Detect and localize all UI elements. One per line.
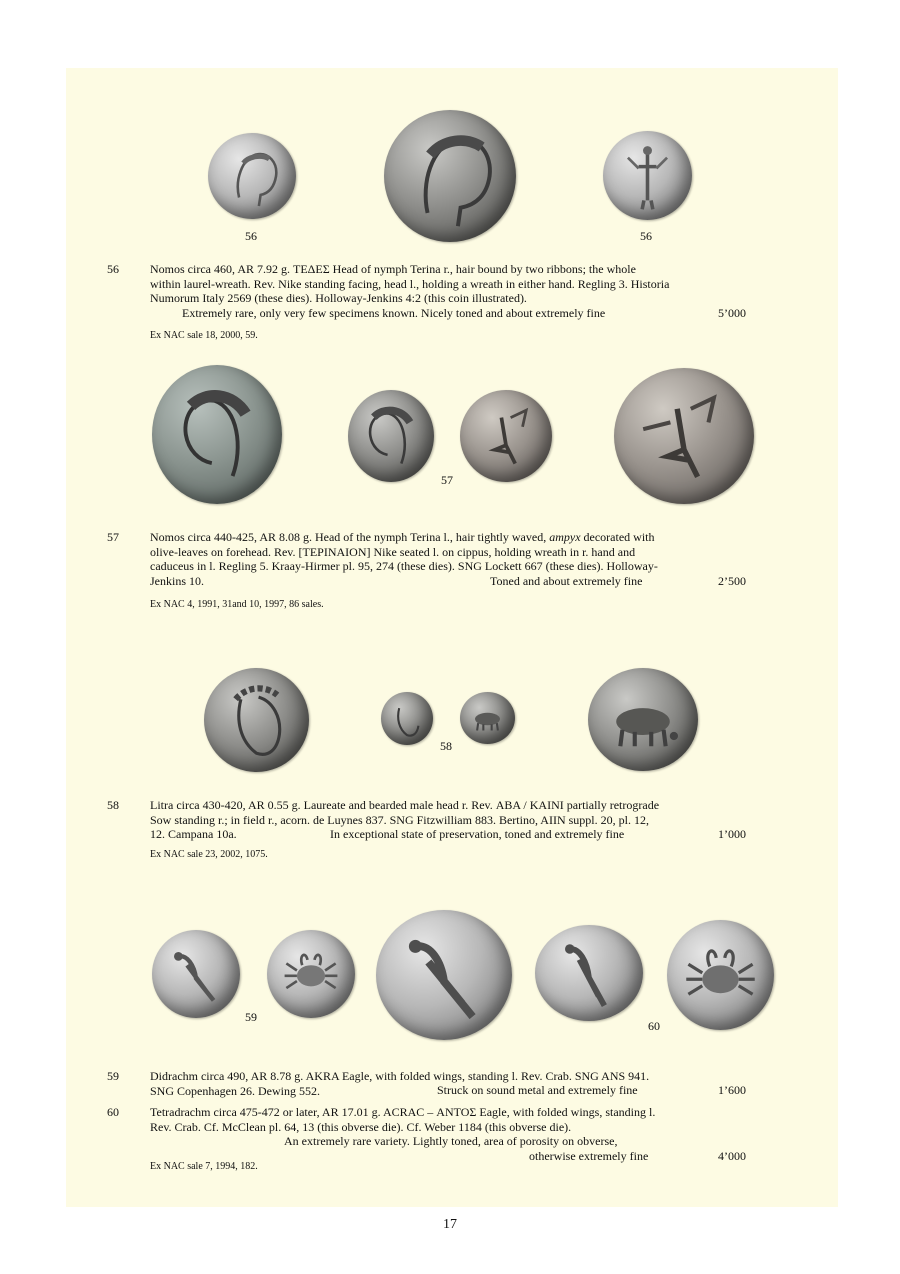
lot-58-line-2: Sow standing r.; in field r., acorn. de Luynes 837. SNG Fitzwilliam 883. Bertino, AIIN suppl. 20, pl. 12, xyxy=(150,812,649,827)
coin-58-reverse-small-image xyxy=(460,692,515,744)
coin-57-reverse-enlarged-image xyxy=(614,368,754,504)
lot-60-description xyxy=(150,1105,751,1134)
lot-number-60: 60 xyxy=(107,1105,119,1119)
coin-59-reverse-image xyxy=(267,930,355,1018)
lot-58-grade: In exceptional state of preservation, toned and extremely fine xyxy=(330,827,625,841)
lot-57-line-1-text: Nomos circa 440-425, AR 8.08 g. Head of the nymph Terina l., hair tightly waved, xyxy=(150,530,550,544)
coin-59-obverse-enlarged-image xyxy=(376,910,512,1040)
coin-57-obverse-small-image xyxy=(348,390,434,482)
coin-60-caption: 60 xyxy=(648,1019,660,1033)
lot-57-line-4: Jenkins 10. xyxy=(150,573,204,588)
lot-57-line-1-end: decorated with xyxy=(580,530,655,544)
coin-60-reverse-image xyxy=(667,920,774,1030)
lot-57-description xyxy=(150,530,751,588)
lot-56-grade: Extremely rare, only very few specimens known. Nicely toned and about extremely fine xyxy=(182,306,606,320)
lot-59-line-2: SNG Copenhagen 26. Dewing 552. xyxy=(150,1083,320,1098)
coin-57-obverse-enlarged-image xyxy=(152,365,282,504)
lot-number-57: 57 xyxy=(107,530,119,544)
coin-56-obverse-enlarged-image xyxy=(384,110,516,242)
lot-60-price: 4’000 xyxy=(718,1149,746,1163)
coin-57-reverse-small-image xyxy=(460,390,552,482)
lot-57-price: 2’500 xyxy=(718,574,746,588)
lot-58-line-1: Litra circa 430-420, AR 0.55 g. Laureate and bearded male head r. Rev. ΑΒΑ / ΚΑΙΝΙ partially retrograde xyxy=(150,798,660,812)
page-number: 17 xyxy=(443,1217,457,1232)
lot-60-provenance: Ex NAC sale 7, 1994, 182. xyxy=(150,1161,258,1172)
lot-58-price: 1’000 xyxy=(718,827,746,841)
lot-57-line-3: caduceus in l. Regling 5. Kraay-Hirmer pl. 95, 274 (these dies). SNG Lockett 667 (these dies). Holloway- xyxy=(150,559,658,574)
coin-59-caption: 59 xyxy=(245,1010,257,1024)
coin-56-obverse-small-image xyxy=(208,133,296,219)
lot-number-56: 56 xyxy=(107,262,119,276)
lot-59-grade: Struck on sound metal and extremely fine xyxy=(437,1083,638,1097)
lot-57-ampyx-italic: ampyx xyxy=(549,530,581,544)
lot-58-provenance: Ex NAC sale 23, 2002, 1075. xyxy=(150,849,268,860)
coin-58-caption: 58 xyxy=(440,739,452,753)
lot-number-59: 59 xyxy=(107,1069,119,1083)
lot-60-line-2: Rev. Crab. Cf. McClean pl. 64, 13 (this obverse die). Cf. Weber 1184 (this obverse die). xyxy=(150,1119,572,1134)
lot-56-line-3: Numorum Italy 2569 (these dies). Holloway-Jenkins 4:2 (this coin illustrated). xyxy=(150,291,527,306)
coin-58-obverse-small-image xyxy=(381,692,433,745)
coin-56-reverse-image xyxy=(603,131,692,220)
lot-57-line-1 xyxy=(150,530,751,545)
lot-58-line-3: 12. Campana 10a. xyxy=(150,827,237,842)
lot-57-line-2: olive-leaves on forehead. Rev. [ΤΕΡΙΝΑΙΟΝ] Nike seated l. on cippus, holding wreath in r. hand and xyxy=(150,544,636,559)
lot-59-line-1: Didrachm circa 490, AR 8.78 g. AKRA Eagle, with folded wings, standing l. Rev. Crab. SNG ANS 941. xyxy=(150,1069,650,1083)
lot-56-line-1: Nomos circa 460, AR 7.92 g. ΤΕΔΕΣ Head of nymph Terina r., hair bound by two ribbons; the whole xyxy=(150,262,636,276)
lot-56-description xyxy=(150,262,751,306)
coin-59-obverse-image xyxy=(152,930,240,1018)
lot-57-provenance: Ex NAC 4, 1991, 31and 10, 1997, 86 sales. xyxy=(150,599,324,610)
lot-number-58: 58 xyxy=(107,798,119,812)
coin-56-caption-left: 56 xyxy=(245,229,257,243)
coin-60-obverse-image xyxy=(535,925,643,1021)
coin-58-reverse-enlarged-image xyxy=(588,668,698,771)
coin-58-obverse-enlarged-image xyxy=(204,668,309,772)
lot-60-grade-line-2: otherwise extremely fine xyxy=(529,1149,649,1163)
lot-56-line-2: within laurel-wreath. Rev. Nike standing facing, head l., holding a wreath in either hand. Regling 3. Historia xyxy=(150,276,670,291)
coin-57-caption: 57 xyxy=(441,473,453,487)
lot-57-grade: Toned and about extremely fine xyxy=(490,574,643,588)
lot-56-provenance: Ex NAC sale 18, 2000, 59. xyxy=(150,330,258,341)
lot-60-grade-line-1: An extremely rare variety. Lightly toned, area of porosity on obverse, xyxy=(284,1134,618,1148)
lot-56-price: 5’000 xyxy=(718,306,746,320)
coin-56-caption-right: 56 xyxy=(640,229,652,243)
lot-59-price: 1’600 xyxy=(718,1083,746,1097)
lot-60-line-1: Tetradrachm circa 475-472 or later, AR 17.01 g. ACRAC – ΑΝΤΟΣ Eagle, with folded wings, standing l. xyxy=(150,1105,656,1119)
